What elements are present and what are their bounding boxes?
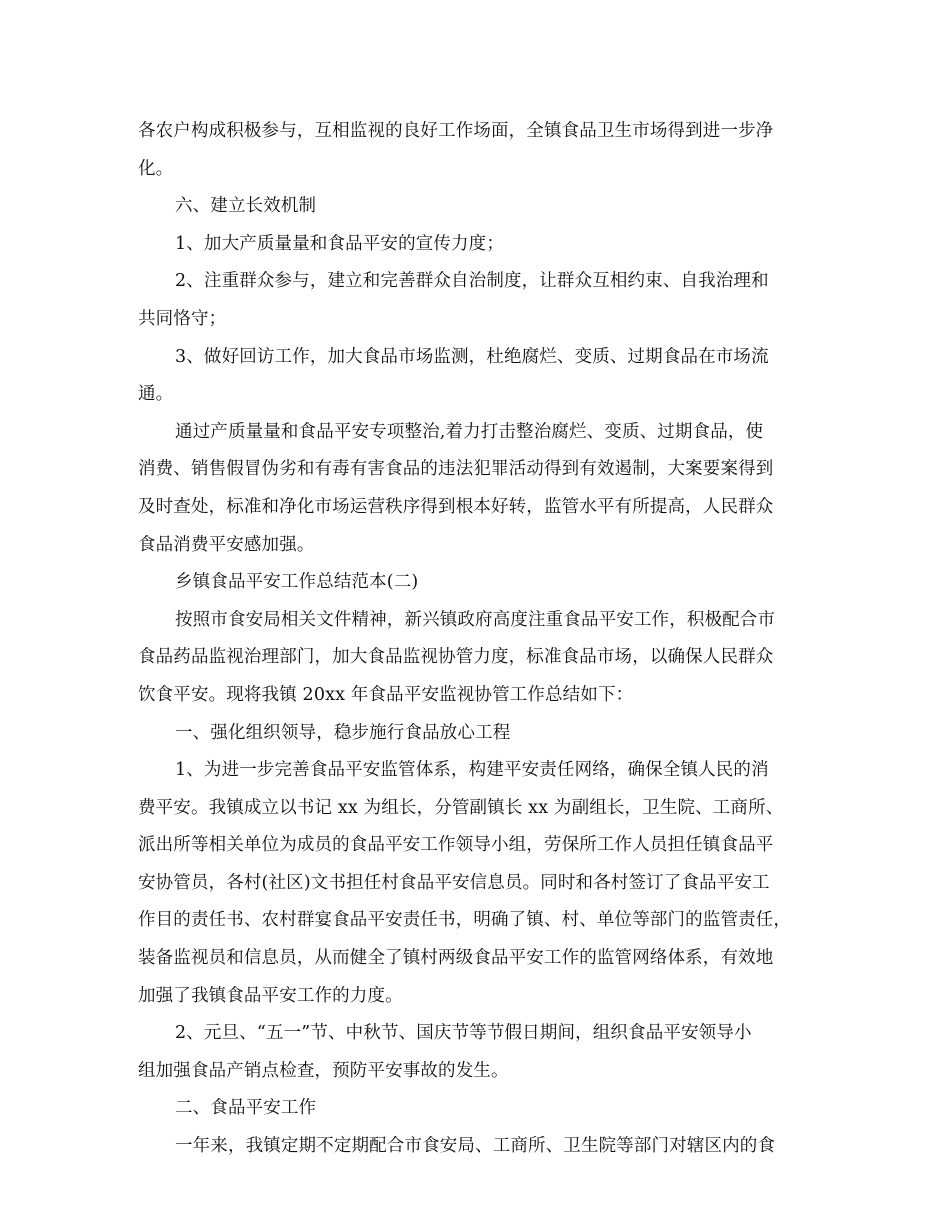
text-line: 通过产质量量和食品平安专项整治,着力打击整治腐烂、变质、过期食品，使 xyxy=(175,421,764,442)
text-line: 一、强化组织领导，稳步施行食品放心工程 xyxy=(175,722,511,743)
text-line: 2、元旦、“五一”节、中秋节、国庆节等节假日期间，组织食品平安领导小 xyxy=(175,1023,752,1044)
text-line: 组加强食品产销点检查，预防平安事故的发生。 xyxy=(138,1060,509,1081)
document-body xyxy=(138,113,813,1166)
text-line: 二、食品平安工作 xyxy=(175,1098,317,1119)
text-line: 作目的责任书、农村群宴食品平安责任书，明确了镇、村、单位等部门的监管责任， xyxy=(138,910,792,931)
text-line: 乡镇食品平安工作总结范本(二) xyxy=(175,572,419,593)
text-line: 1、为进一步完善食品平安监管体系，构建平安责任网络，确保全镇人民的消 xyxy=(175,760,769,781)
text-line: 1、加大产质量量和食品平安的宣传力度； xyxy=(175,233,504,254)
text-line: 化。 xyxy=(138,158,174,179)
text-line: 装备监视员和信息员，从而健全了镇村两级食品平安工作的监管网络体系，有效地 xyxy=(138,948,774,969)
text-line: 共同恪守； xyxy=(138,308,227,329)
text-line: 一年来，我镇定期不定期配合市食安局、工商所、卫生院等部门对辖区内的食 xyxy=(175,1136,776,1157)
text-line: 六、建立长效机制 xyxy=(175,196,317,217)
text-line: 消费、销售假冒伪劣和有毒有害食品的违法犯罪活动得到有效遏制，大案要案得到 xyxy=(138,459,774,480)
text-line: 3、做好回访工作，加大食品市场监测，杜绝腐烂、变质、过期食品在市场流 xyxy=(175,346,769,367)
text-line: 通。 xyxy=(138,384,174,405)
text-line: 加强了我镇食品平安工作的力度。 xyxy=(138,985,403,1006)
text-line: 安协管员，各村(社区)文书担任村食品平安信息员。同时和各村签订了食品平安工 xyxy=(138,872,770,893)
text-line: 按照市食安局相关文件精神，新兴镇政府高度注重食品平安工作，积极配合市 xyxy=(175,609,776,630)
text-line: 派出所等相关单位为成员的食品平安工作领导小组，劳保所工作人员担任镇食品平 xyxy=(138,835,774,856)
text-line: 食品药品监视治理部门，加大食品监视协管力度，标准食品市场，以确保人民群众 xyxy=(138,647,774,668)
text-line: 食品消费平安感加强。 xyxy=(138,534,315,555)
text-line: 费平安。我镇成立以书记 xx 为组长，分管副镇长 xx 为副组长，卫生院、工商所、 xyxy=(138,797,784,818)
text-line: 饮食平安。现将我镇 20xx 年食品平安监视协管工作总结如下： xyxy=(138,684,634,705)
text-line: 2、注重群众参与，建立和完善群众自治制度，让群众互相约束、自我治理和 xyxy=(175,271,769,292)
text-line: 及时查处，标准和净化市场运营秩序得到根本好转，监管水平有所提高，人民群众 xyxy=(138,496,774,517)
text-line: 各农户构成积极参与，互相监视的良好工作场面，全镇食品卫生市场得到进一步净 xyxy=(138,121,774,141)
